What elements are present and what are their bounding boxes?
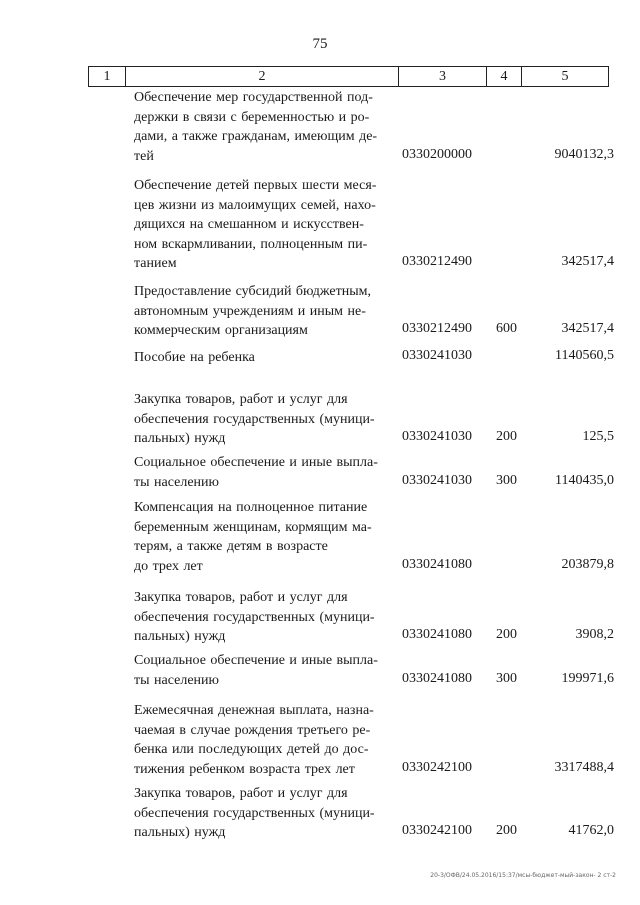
row-amount: 199971,6: [561, 670, 614, 686]
row-amount: 342517,4: [561, 321, 614, 336]
page-number: 75: [312, 36, 328, 52]
row-code: 0330241080: [402, 627, 472, 642]
description-line: Компенсация на полноценное питание: [134, 500, 368, 515]
row-code: 0330212490: [402, 254, 472, 269]
description-line: Пособие на ребенка: [134, 350, 255, 365]
table-header: [88, 66, 609, 87]
row-description: [134, 588, 392, 647]
header-col-4: 4: [487, 67, 522, 86]
description-line: Ежемесячная денежная выплата, назна-: [134, 703, 374, 718]
description-line: тей: [134, 148, 154, 164]
description-line: дами, а также гражданам, имеющим де-: [134, 129, 378, 144]
row-code: 0330242100: [402, 759, 472, 775]
row-amount: 203879,8: [561, 556, 614, 572]
row-code: 0330242100: [402, 823, 472, 838]
row-amount: 3908,2: [575, 627, 614, 642]
description-line: автономным учреждениям и иным не-: [134, 303, 366, 319]
row-amount: 1140560,5: [555, 348, 614, 363]
footer-stamp: 20-3/ОФВ/24.05.2016/15:37/мсы-бюджет-мый-закон- 2 ст-2: [430, 872, 616, 879]
row-description: [134, 498, 392, 576]
row-code: 0330212490: [402, 321, 472, 336]
row-description: [134, 701, 392, 779]
description-line: держки в связи с беременностью и ро-: [134, 109, 370, 125]
row-amount: 1140435,0: [555, 472, 614, 488]
row-amount: 342517,4: [561, 254, 614, 269]
row-code: 0330241030: [402, 429, 472, 444]
row-description: [134, 651, 392, 690]
row-expense-type: 600: [496, 321, 517, 336]
description-line: терям, а также детям в возрасте: [134, 539, 328, 554]
description-line: до трех лет: [134, 558, 203, 574]
description-line: тижения ребенком возраста трех лет: [134, 761, 355, 777]
description-line: ном вскармливании, полноценным пи-: [134, 236, 368, 252]
row-expense-type: 200: [496, 429, 517, 444]
header-col-2: 2: [126, 67, 399, 86]
row-description: [134, 453, 392, 492]
row-description: [134, 88, 392, 166]
row-expense-type: 300: [496, 670, 517, 686]
row-description: [134, 390, 392, 449]
description-line: пальных) нужд: [134, 825, 226, 840]
description-line: ты населению: [134, 672, 219, 688]
header-col-5: 5: [561, 69, 569, 84]
description-line: Социальное обеспечение и иные выпла-: [134, 455, 378, 470]
header-col-1: 1: [89, 67, 126, 86]
description-line: коммерческим организациям: [134, 323, 308, 338]
description-line: ты населению: [134, 474, 219, 490]
row-expense-type: 300: [496, 472, 517, 488]
description-line: Обеспечение детей первых шести меся-: [134, 178, 377, 193]
row-code: 0330200000: [402, 146, 472, 162]
description-line: Закупка товаров, работ и услуг для: [134, 392, 348, 407]
description-line: обеспечения государственных (муници-: [134, 411, 375, 427]
row-code: 0330241030: [402, 472, 472, 488]
row-expense-type: 200: [496, 823, 517, 838]
description-line: пальных) нужд: [134, 431, 226, 446]
description-line: обеспечения государственных (муници-: [134, 805, 375, 821]
description-line: чаемая в случае рождения третьего ре-: [134, 722, 371, 738]
description-line: пальных) нужд: [134, 629, 226, 644]
description-line: Социальное обеспечение и иные выпла-: [134, 653, 378, 668]
row-description: [134, 784, 392, 843]
row-amount: 3317488,4: [554, 759, 614, 775]
description-line: Закупка товаров, работ и услуг для: [134, 590, 348, 605]
description-line: беременным женщинам, кормящим ма-: [134, 519, 372, 535]
row-description: [134, 282, 392, 341]
description-line: Предоставление субсидий бюджетным,: [134, 284, 372, 299]
row-code: 0330241080: [402, 670, 472, 686]
row-description: [134, 176, 392, 274]
row-amount: 9040132,3: [554, 146, 614, 162]
description-line: цев жизни из малоимущих семей, нахо-: [134, 197, 376, 213]
row-expense-type: 200: [496, 627, 517, 642]
description-line: обеспечения государственных (муници-: [134, 609, 375, 625]
row-description: [134, 348, 392, 368]
row-amount: 125,5: [582, 429, 614, 444]
row-amount: 41762,0: [568, 823, 614, 838]
description-line: дящихся на смешанном и искусствен-: [134, 217, 364, 232]
description-line: танием: [134, 256, 177, 271]
description-line: бенка или последующих детей до дос-: [134, 742, 369, 757]
row-code: 0330241030: [402, 348, 472, 363]
description-line: Обеспечение мер государственной под-: [134, 90, 373, 105]
description-line: Закупка товаров, работ и услуг для: [134, 786, 348, 801]
row-code: 0330241080: [402, 556, 472, 572]
header-col-3: 3: [399, 67, 487, 86]
